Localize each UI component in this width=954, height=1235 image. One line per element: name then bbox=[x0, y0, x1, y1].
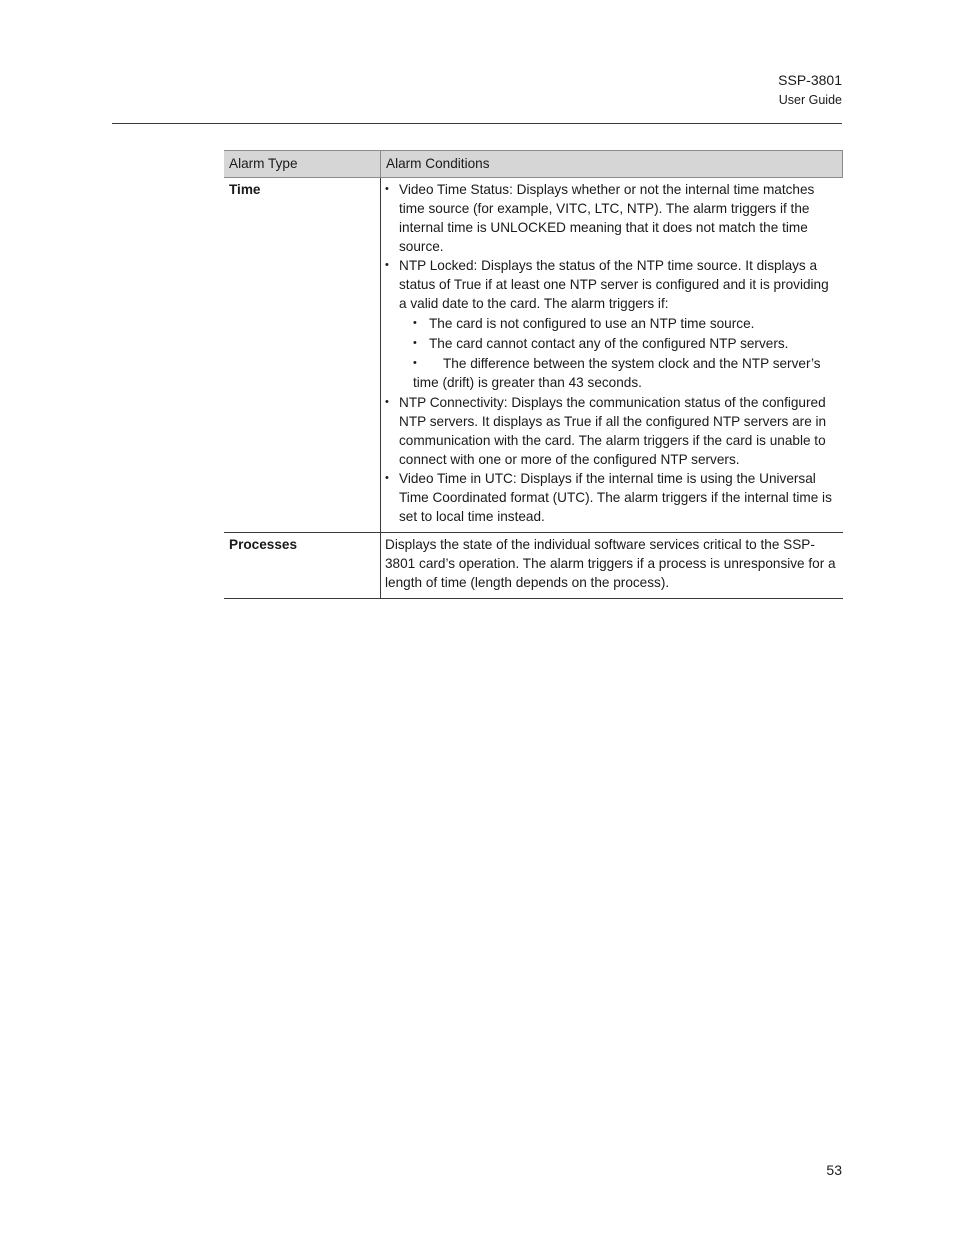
list-item: • NTP Connectivity: Displays the communication status of the configured NTP servers. It displays as True if all the configured NTP servers are in communication with the card. The alarm triggers if the card is unable to connect with one or more of the configured NTP servers. bbox=[385, 393, 838, 469]
column-header-alarm-type: Alarm Type bbox=[224, 151, 381, 178]
alarm-conditions-table bbox=[224, 150, 843, 599]
list-item: • Video Time in UTC: Displays if the internal time is using the Universal Time Coordinated format (UTC). The alarm triggers if the internal time is set to local time instead. bbox=[385, 469, 838, 526]
alarm-conditions-time bbox=[381, 178, 843, 533]
list-item bbox=[385, 256, 838, 392]
sub-conditions-list bbox=[399, 314, 838, 392]
sub-list-item: • The difference between the system clock and the NTP server’s time (drift) is greater than 43 seconds. bbox=[413, 354, 838, 392]
document-title: SSP-3801 bbox=[778, 72, 842, 88]
table-row-processes bbox=[224, 533, 843, 599]
list-item-text: NTP Locked: Displays the status of the NTP time source. It displays a status of True if at least one NTP server is configured and it is providing a valid date to the card. The alarm triggers if: bbox=[399, 258, 829, 311]
running-header bbox=[778, 71, 842, 109]
alarm-type-processes: Processes bbox=[224, 533, 381, 599]
document-subtitle: User Guide bbox=[778, 93, 842, 107]
alarm-type-time: Time bbox=[224, 178, 381, 533]
list-item: • Video Time Status: Displays whether or not the internal time matches time source (for example, VITC, LTC, NTP). The alarm triggers if the internal time is UNLOCKED meaning that it does not match the time source. bbox=[385, 180, 838, 256]
conditions-list bbox=[385, 180, 838, 526]
alarm-conditions-processes: Displays the state of the individual software services critical to the SSP-3801 card’s operation. The alarm triggers if a process is unresponsive for a length of time (length depends on the process). bbox=[381, 533, 843, 599]
header-divider bbox=[112, 123, 842, 124]
table-header-row bbox=[224, 151, 843, 178]
column-header-alarm-conditions: Alarm Conditions bbox=[381, 151, 843, 178]
page-number: 53 bbox=[826, 1162, 842, 1178]
sub-list-item: • The card cannot contact any of the configured NTP servers. bbox=[399, 334, 838, 353]
sub-list-item: • The card is not configured to use an NTP time source. bbox=[399, 314, 838, 333]
table-row-time bbox=[224, 178, 843, 533]
